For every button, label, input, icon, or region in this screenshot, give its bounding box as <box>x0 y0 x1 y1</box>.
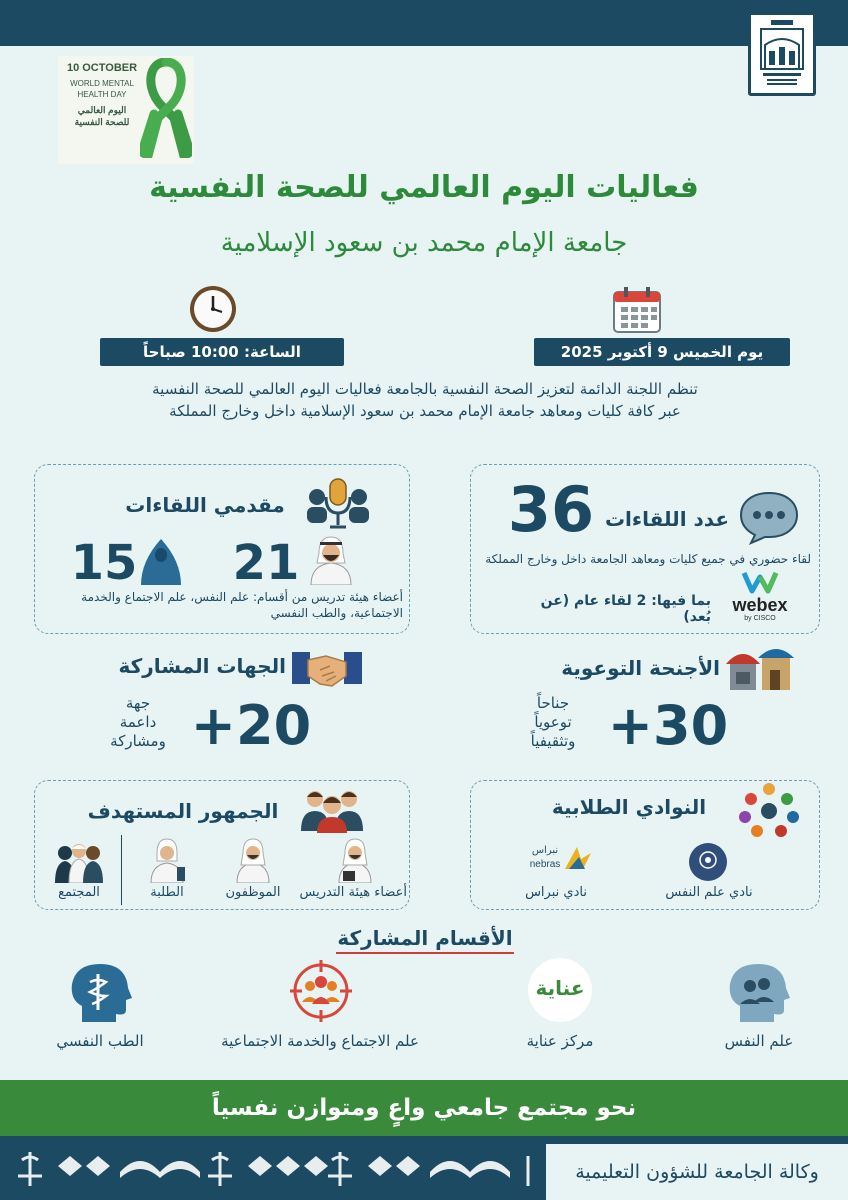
wave-pattern-2 <box>430 1161 510 1178</box>
meetings-card <box>470 464 820 634</box>
audience-faculty-label: أعضاء هيئة التدريس <box>299 885 407 900</box>
page-title: فعاليات اليوم العالمي للصحة النفسية <box>149 170 699 205</box>
clubs-heading: النوادي الطلابية <box>551 795 707 819</box>
audience-group-icon <box>297 783 367 833</box>
mental-health-day-badge <box>58 56 194 164</box>
webex-sub: by CISCO <box>744 615 776 622</box>
top-bar <box>0 0 848 46</box>
departments-heading: الأقسام المشاركة <box>337 926 513 950</box>
date-pill: يوم الخميس 9 أكتوبر 2025 <box>534 338 790 366</box>
students-icon <box>147 837 187 883</box>
nebras-club-label: نادي نبراس <box>525 885 587 900</box>
male-presenter-icon <box>307 533 355 585</box>
wave-pattern-1 <box>120 1161 200 1178</box>
psychology-head-icon <box>726 960 792 1024</box>
microphone-speakers-icon <box>305 475 371 531</box>
wings-caption-2: توعوياً <box>534 713 572 731</box>
partners-caption-3: ومشاركة <box>110 732 166 750</box>
page-subtitle: جامعة الإمام محمد بن سعود الإسلامية <box>220 228 628 258</box>
faculty-icon <box>335 837 375 883</box>
dept-psychology-label: علم النفس <box>724 1032 794 1050</box>
wings-caption <box>508 694 598 751</box>
badge-date: 10 OCTOBER <box>66 62 138 74</box>
enaya-center-logo <box>528 958 592 1022</box>
handshake-icon <box>292 646 362 694</box>
green-ribbon-icon <box>140 58 192 158</box>
audience-employees-label: الموظفون <box>225 885 281 900</box>
psychology-club-logo <box>689 843 727 881</box>
partners-count-value: +20 <box>190 694 312 757</box>
audience-divider <box>121 835 122 905</box>
enaya-logo-text: عناية <box>535 976 585 1000</box>
intro-line-1: تنظم اللجنة الدائمة لتعزيز الصحة النفسية بالجامعة فعاليات اليوم العالمي للصحة النفسية <box>152 380 698 398</box>
slogan-banner: نحو مجتمع جامعي واعٍ ومتوازن نفسياً <box>0 1080 848 1136</box>
webex-icon <box>740 569 780 595</box>
diamond-pattern-1 <box>58 1156 110 1176</box>
community-icon <box>53 839 105 883</box>
badge-english: WORLD MENTAL HEALTH DAY <box>70 79 134 99</box>
nebras-club-logo <box>525 843 595 877</box>
partners-heading: الجهات المشاركة <box>118 654 286 678</box>
booth-tents-icon <box>724 640 794 694</box>
psychology-club-icon <box>689 843 727 881</box>
nebras-star-icon <box>563 843 593 873</box>
webex-label: webex <box>732 595 788 615</box>
time-pill: الساعة: 10:00 صباحاً <box>100 338 344 366</box>
diamond-pattern-2 <box>248 1156 328 1176</box>
partners-caption <box>96 694 180 751</box>
student-clubs-icon <box>737 781 801 841</box>
intro-text <box>60 378 790 422</box>
departments-underline <box>336 952 514 954</box>
audience-students-label: الطلبة <box>150 885 184 900</box>
nebras-english: nebras <box>529 859 561 870</box>
wings-caption-3: وتثقيفياً <box>530 732 576 750</box>
wings-count <box>604 694 732 757</box>
emblem-icon-1 <box>18 1152 42 1186</box>
dept-sociology-label: علم الاجتماع والخدمة الاجتماعية <box>221 1032 419 1050</box>
presenters-card <box>34 464 410 634</box>
partners-count <box>186 694 316 757</box>
wings-caption-1: جناحاً <box>536 694 570 712</box>
audience-community-label: المجتمع <box>58 885 100 900</box>
partners-caption-1: جهة <box>125 694 151 712</box>
agency-label: وكالة الجامعة للشؤون التعليمية <box>546 1144 848 1200</box>
diamond-pattern-3 <box>368 1156 420 1176</box>
female-presenter-icon <box>137 533 185 585</box>
audience-card <box>34 780 410 910</box>
presenters-heading: مقدمي اللقاءات <box>125 493 285 517</box>
psychiatry-head-icon <box>68 960 132 1024</box>
meetings-count: 36 <box>507 473 595 546</box>
nebras-arabic: نبراس <box>531 845 559 856</box>
badge-arabic-1: اليوم العالمي <box>77 105 127 115</box>
university-logo <box>748 12 816 96</box>
female-presenter-count: 15 <box>70 535 138 591</box>
sociology-target-icon <box>288 958 354 1024</box>
dept-psychiatry-label: الطب النفسي <box>56 1032 144 1050</box>
footer-pattern <box>0 1136 546 1200</box>
emblem-icon-3 <box>328 1152 352 1186</box>
badge-arabic-2: للصحة النفسية <box>74 117 130 127</box>
male-presenter-count: 21 <box>232 535 300 591</box>
audience-heading: الجمهور المستهدف <box>87 799 279 823</box>
clubs-card <box>470 780 820 910</box>
meetings-description: لقاء حضوري في جميع كليات ومعاهد الجامعة داخل وخارج المملكة <box>485 552 811 566</box>
dept-enaya-label: مركز عناية <box>526 1032 594 1050</box>
presenters-description: أعضاء هيئة تدريس من أقسام: علم النفس، علم الاجتماع والخدمة الاجتماعية، والطب النفسي <box>81 590 403 620</box>
intro-line-2: عبر كافة كليات ومعاهد جامعة الإمام محمد بن سعود الإسلامية داخل وخارج المملكة <box>169 402 681 420</box>
employees-icon <box>233 837 273 883</box>
chat-bubble-icon <box>737 489 801 545</box>
wings-heading: الأجنحة التوعوية <box>561 656 720 680</box>
emblem-icon-2 <box>208 1152 232 1186</box>
wings-count-value: +30 <box>607 694 729 757</box>
calendar-icon <box>612 286 662 334</box>
meetings-heading: عدد اللقاءات <box>604 507 729 531</box>
webex-logo <box>723 565 797 625</box>
clock-icon <box>188 284 238 334</box>
partners-caption-2: داعمة <box>119 713 157 731</box>
psychology-club-label: نادي علم النفس <box>665 885 753 900</box>
remote-meetings-note: بما فيها: 2 لقاء عام (عن بُعد) <box>540 593 711 625</box>
